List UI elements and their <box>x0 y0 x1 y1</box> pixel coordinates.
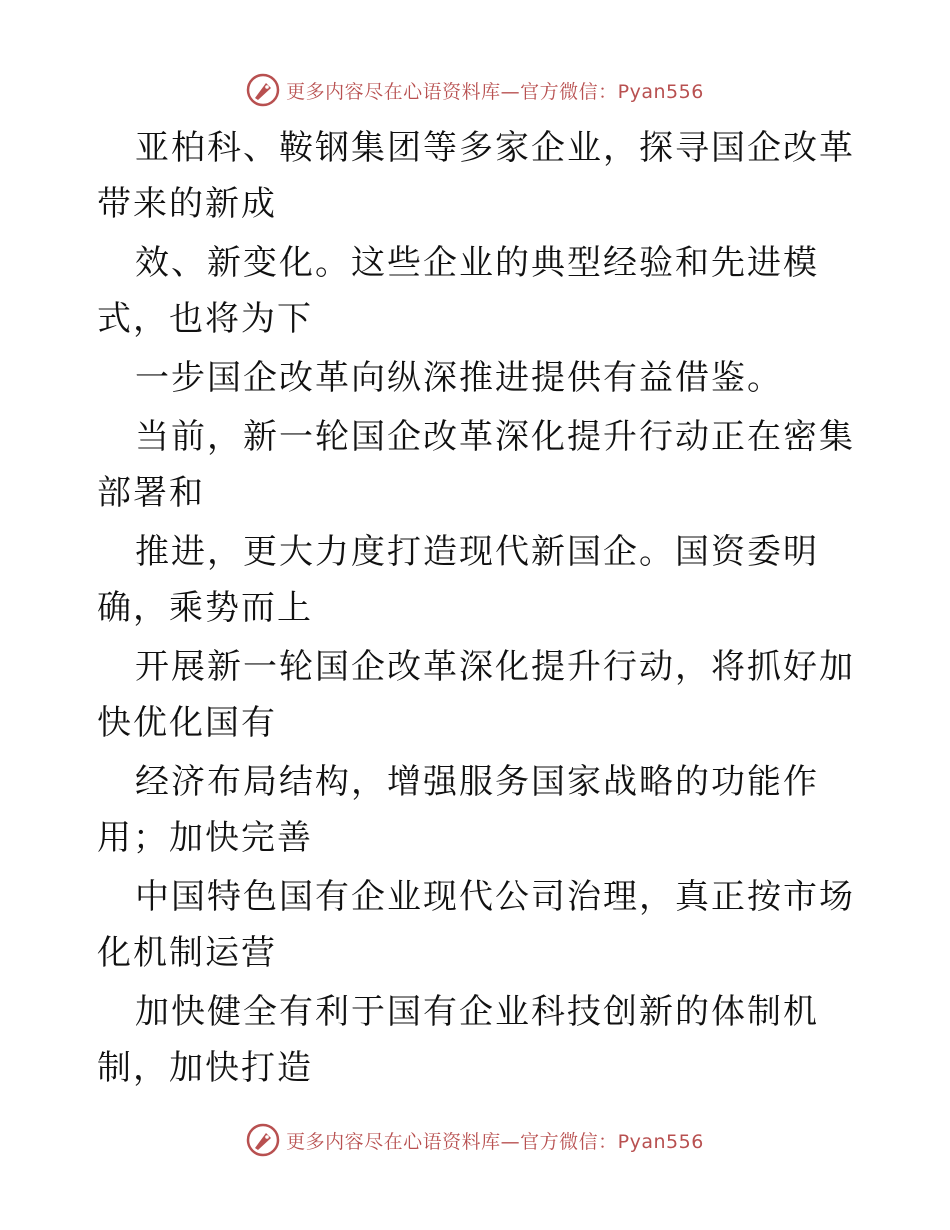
pen-nib-logo-icon <box>246 73 280 107</box>
pen-nib-logo-icon <box>246 1123 280 1157</box>
header-banner <box>0 70 950 110</box>
document-body <box>97 120 857 1099</box>
paragraph-5: 推进，更大力度打造现代新国企。国资委明确，乘势而上 <box>97 532 819 628</box>
header-banner-text: 更多内容尽在心语资料库—官方微信：Pyan556 <box>286 80 704 103</box>
paragraph-8: 中国特色国有企业现代公司治理，真正按市场化机制运营 <box>97 877 855 973</box>
paragraph-6: 开展新一轮国企改革深化提升行动，将抓好加快优化国有 <box>97 647 855 743</box>
paragraph-1: 亚柏科、鞍钢集团等多家企业，探寻国企改革带来的新成 <box>97 128 855 224</box>
footer-banner <box>0 1120 950 1160</box>
footer-banner-text: 更多内容尽在心语资料库—官方微信：Pyan556 <box>286 1130 704 1153</box>
paragraph-2: 效、新变化。这些企业的典型经验和先进模式，也将为下 <box>97 243 819 339</box>
paragraph-9: 加快健全有利于国有企业科技创新的体制机制，加快打造 <box>97 992 819 1088</box>
paragraph-3: 一步国企改革向纵深推进提供有益借鉴。 <box>135 358 783 398</box>
paragraph-7: 经济布局结构，增强服务国家战略的功能作用；加快完善 <box>97 762 819 858</box>
paragraph-4: 当前，新一轮国企改革深化提升行动正在密集部署和 <box>97 417 855 513</box>
